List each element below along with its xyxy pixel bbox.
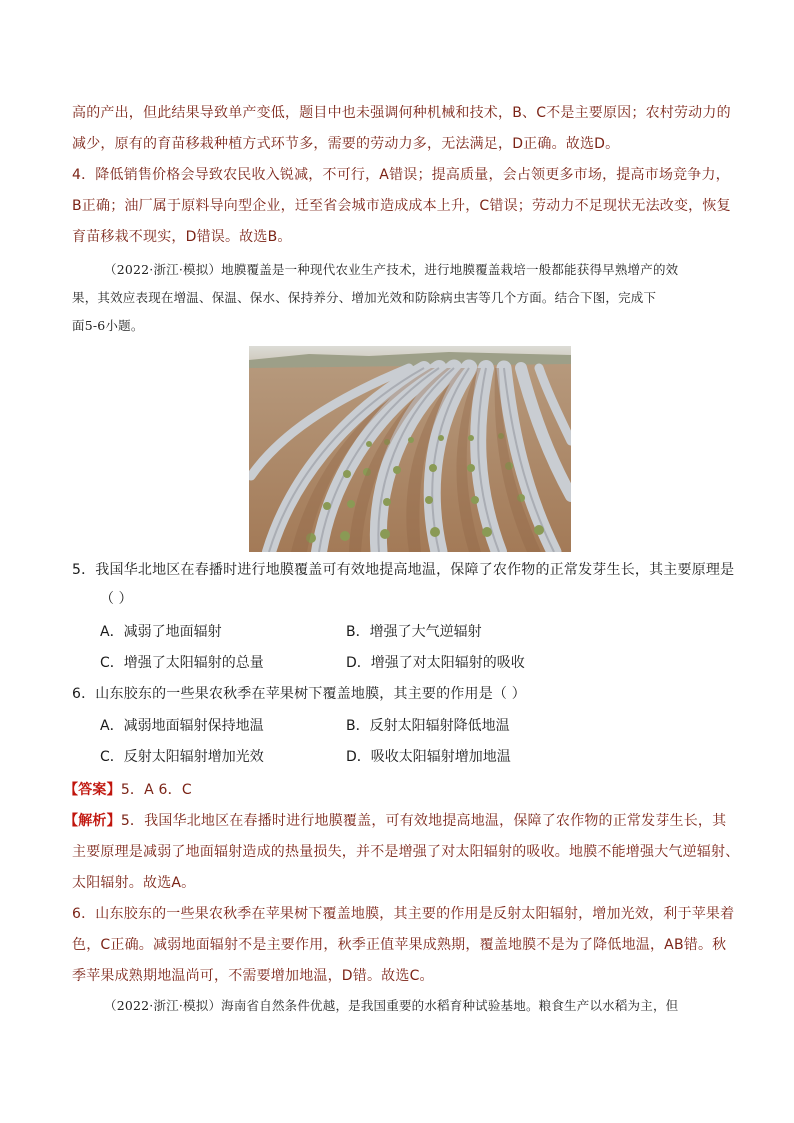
answer-tag: 【答案】 xyxy=(64,782,121,798)
question-6 xyxy=(72,679,724,710)
text-line: 色，C正确。减弱地面辐射不是主要作用，秋季正值苹果成熟期，覆盖地膜不是为了降低地温，AB错。秋 xyxy=(72,937,727,953)
answer-block xyxy=(64,775,716,806)
option-b[interactable]: B．增强了大气逆辐射 xyxy=(346,624,482,640)
question-stem: 5．我国华北地区在春播时进行地膜覆盖可有效地提高地温，保障了农作物的正常发芽生长，其主要原理是 xyxy=(72,562,735,578)
text-line: 4．降低销售价格会导致农民收入锐减，不可行，A错误；提高质量，会占领更多市场，提高市场竞争力， xyxy=(72,167,730,183)
text-line: 果，其效应表现在增温、保温、保水、保持养分、增加光效和防除病虫害等几个方面。结合下图，完成下 xyxy=(72,290,657,305)
mulch-field-photo xyxy=(249,346,571,552)
text-line: 太阳辐射。故选A。 xyxy=(72,875,196,891)
q3-analysis-continued xyxy=(72,98,731,160)
option-b[interactable]: B．反射太阳辐射降低地温 xyxy=(346,718,510,734)
option-c[interactable]: C．反射太阳辐射增加光效 xyxy=(100,749,264,765)
text-line: 面5-6小题。 xyxy=(72,318,144,333)
question-5 xyxy=(72,555,735,586)
q4-analysis xyxy=(72,160,731,253)
text-line: 5．我国华北地区在春播时进行地膜覆盖，可有效地提高地温，保障了农作物的正常发芽生长，其 xyxy=(120,813,727,829)
text-line: B正确；油厂属于原料导向型企业，迁至省会城市造成成本上升，C错误；劳动力不足现状无法改变，恢复 xyxy=(72,198,731,214)
option-a[interactable]: A．减弱地面辐射保持地温 xyxy=(100,718,264,734)
analysis-block xyxy=(64,806,740,992)
option-d[interactable]: D．增强了对太阳辐射的吸收 xyxy=(346,655,525,671)
analysis-tag: 【解析】 xyxy=(64,813,121,829)
text-line: 育苗移栽不现实，D错误。故选B。 xyxy=(72,229,292,245)
text-line: 主要原理是减弱了地面辐射造成的热量损失，并不是增强了对太阳辐射的吸收。地膜不能增强大气逆辐射、 xyxy=(72,844,740,860)
text-line: 高的产出，但此结果导致单产变低，题目中也未强调何种机械和技术，B、C不是主要原因；农村劳动力的 xyxy=(72,105,731,121)
option-d[interactable]: D．吸收太阳辐射增加地温 xyxy=(346,749,511,765)
text-line: 6．山东胶东的一些果农秋季在苹果树下覆盖地膜，其主要的作用是反射太阳辐射，增加光效，利于苹果着 xyxy=(72,906,735,922)
question-stem: 6．山东胶东的一些果农秋季在苹果树下覆盖地膜，其主要的作用是（ ） xyxy=(72,686,526,702)
text-line: （2022·浙江·模拟）海南省自然条件优越，是我国重要的水稻育种试验基地。粮食生产以水稻为主，但 xyxy=(104,998,679,1013)
answer-bracket: （ ） xyxy=(100,591,133,607)
text-line: （2022·浙江·模拟）地膜覆盖是一种现代农业生产技术，进行地膜覆盖栽培一般都能获得早熟增产的效 xyxy=(104,262,679,277)
material-intro xyxy=(72,256,732,340)
material-intro-next xyxy=(72,992,732,1020)
text-line: 季苹果成熟期地温尚可，不需要增加地温，D错。故选C。 xyxy=(72,968,434,984)
text-line: 减少，原有的育苗移栽种植方式环节多，需要的劳动力多，无法满足，D正确。故选D。 xyxy=(72,136,620,152)
option-c[interactable]: C．增强了太阳辐射的总量 xyxy=(100,655,264,671)
answer-text: 5．A 6．C xyxy=(120,782,192,798)
option-a[interactable]: A．减弱了地面辐射 xyxy=(100,624,222,640)
field-illustration xyxy=(249,346,571,552)
